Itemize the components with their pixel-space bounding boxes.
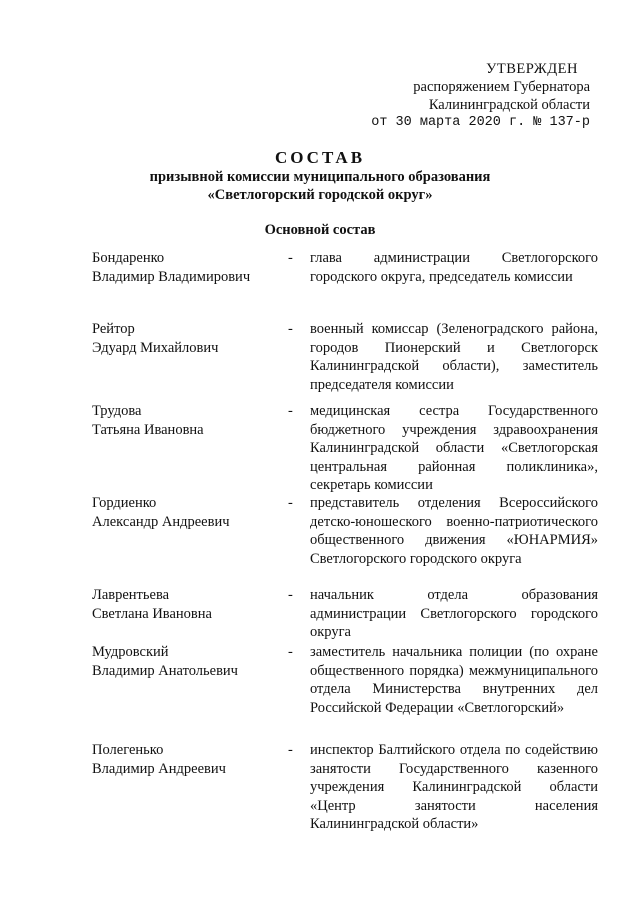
approval-block [360, 60, 590, 132]
member-row [92, 586, 598, 643]
member-given-name: Светлана Ивановна [92, 605, 212, 622]
member-dash: - [288, 742, 293, 758]
member-surname: Рейтор [92, 321, 135, 337]
member-dash: - [288, 495, 293, 511]
approval-heading: УТВЕРЖДЕН [486, 61, 578, 77]
member-given-name: Татьяна Ивановна [92, 421, 204, 438]
member-dash: - [288, 321, 293, 337]
member-name [92, 249, 288, 320]
subtitle-line-1: призывной комиссии муниципального образования [149, 169, 491, 185]
member-surname: Полегенько [92, 742, 164, 758]
member-role: глава администрации Светлогорского городского округа, председатель комиссии [310, 250, 598, 285]
member-role: представитель отделения Всероссийского детско-юношеского военно-патриотического общественного движения «ЮНАРМИЯ» Светлогорского городского округа [310, 495, 598, 567]
member-role: инспектор Балтийского отдела по содействию занятости Государственного казенного учреждения Калининградской области «Центр занятости населения Калининградской области» [310, 742, 598, 832]
member-name [92, 741, 288, 831]
member-role: медицинская сестра Государственного бюджетного учреждения здравоохранения Калининградской области «Светлогорская центральная районная поликлиника», секретарь комиссии [310, 403, 598, 493]
member-row [92, 402, 598, 494]
member-name [92, 586, 288, 643]
member-role: заместитель начальника полиции (по охране общественного порядка) межмуниципального отдела Министерства внутренних дел Российской Федерации «Светлогорский» [310, 644, 598, 716]
member-given-name: Владимир Андреевич [92, 760, 226, 777]
approval-line-2: Калининградской области [428, 97, 590, 113]
approval-line-1: распоряжением Губернатора [413, 79, 590, 95]
member-list [92, 249, 598, 831]
member-role: военный комиссар (Зеленоградского района, городов Пионерский и Светлогорск Калининградской области), заместитель председателя комиссии [310, 321, 598, 393]
member-surname: Трудова [92, 403, 142, 419]
member-row [92, 249, 598, 320]
document-title: СОСТАВ [274, 148, 366, 167]
member-name [92, 643, 288, 741]
member-row [92, 741, 598, 831]
member-surname: Мудровский [92, 644, 169, 660]
member-given-name: Владимир Анатольевич [92, 662, 238, 679]
member-surname: Лаврентьева [92, 587, 170, 603]
member-surname: Гордиенко [92, 495, 157, 511]
member-surname: Бондаренко [92, 250, 165, 266]
member-dash: - [288, 644, 293, 660]
member-name [92, 402, 288, 494]
member-given-name: Эдуард Михайлович [92, 339, 219, 356]
document-subtitle [0, 168, 640, 204]
subtitle-line-2: «Светлогорский городской округ» [207, 187, 433, 203]
member-row [92, 494, 598, 586]
member-role: начальник отдела образования администрации Светлогорского городского округа [310, 587, 598, 640]
member-name [92, 320, 288, 402]
section-title: Основной состав [264, 222, 376, 238]
member-dash: - [288, 250, 293, 266]
member-dash: - [288, 403, 293, 419]
approval-date: от 30 марта 2020 г. № 137-р [371, 115, 590, 130]
member-name [92, 494, 288, 586]
member-given-name: Владимир Владимирович [92, 268, 251, 285]
member-dash: - [288, 587, 293, 603]
member-given-name: Александр Андреевич [92, 513, 230, 530]
member-row [92, 320, 598, 402]
member-row [92, 643, 598, 741]
